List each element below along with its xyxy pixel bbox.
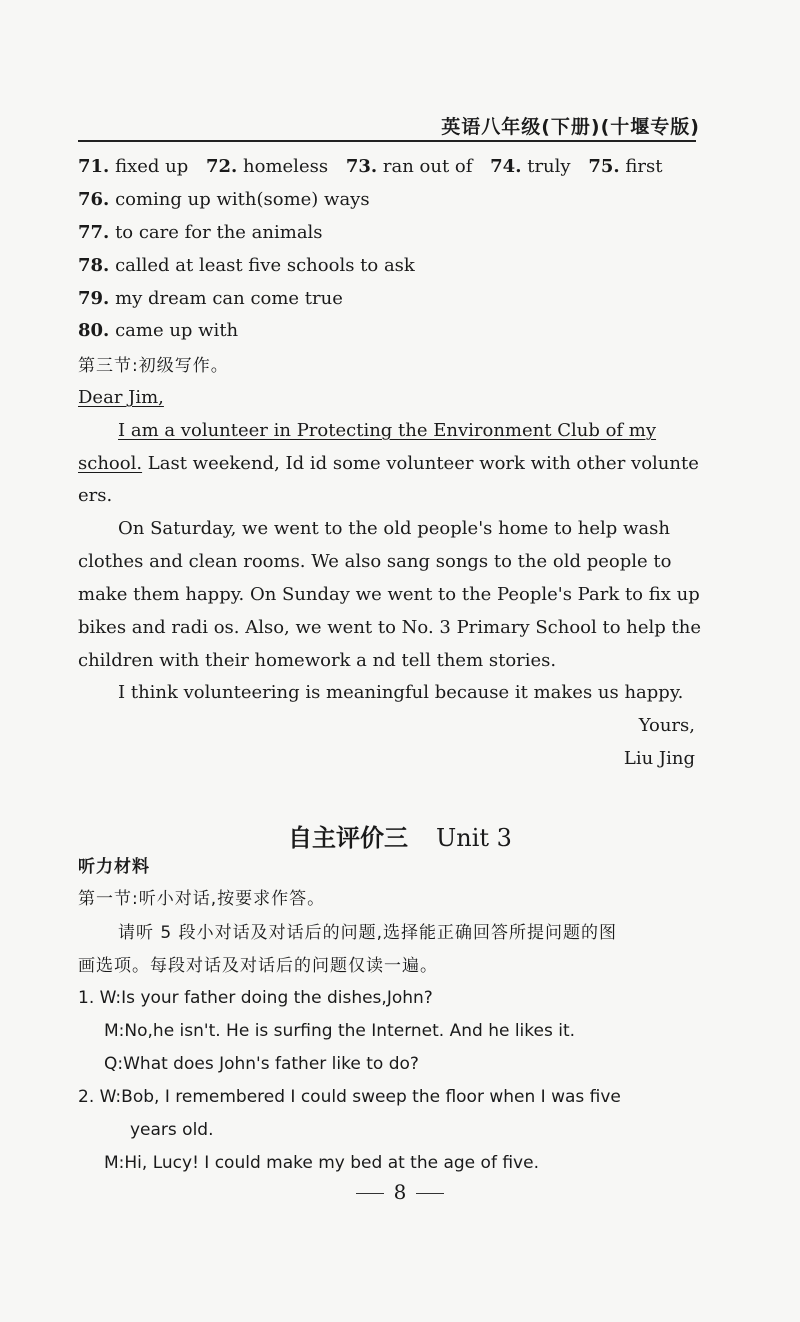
letter-fragment: school. [78,453,143,474]
answer-number: 71. [78,156,110,177]
answer-79 [78,288,343,310]
answer-number: 75. [588,156,620,177]
answer-number: 72. [205,156,238,177]
answer-number: 77. [78,222,110,243]
answer-number: 74. [490,156,522,177]
letter-line: make them happy. On Sunday we went to the People's Park to fix up [78,584,700,605]
letter-line: On Saturday, we went to the old people's home to help wash [118,518,670,539]
dialog-1-question: Q:What does John's father like to do? [104,1054,419,1074]
answer-text: ran out of [382,156,473,177]
answer-76 [78,189,370,211]
answer-text: my dream can come true [115,288,343,309]
footer-dash [356,1193,384,1194]
letter-line: bikes and radi os. Also, we went to No. 3 Primary School to help the [78,617,702,638]
answer-text: homeless [243,156,329,177]
letter-line: ers. [78,485,113,506]
dialog-1-woman: 1. W:Is your father doing the dishes,John? [78,988,433,1008]
answer-text: called at least five schools to ask [115,255,415,276]
answer-number: 80. [78,320,110,341]
dialog-2-man: M:Hi, Lucy! I could make my bed at the age of five. [104,1153,539,1173]
answer-80 [78,320,238,342]
dialog-2-woman-cont: years old. [130,1120,214,1140]
answer-number: 76. [78,189,110,210]
answer-number: 78. [78,255,110,276]
section-title-text: 自主评价三 [288,824,409,852]
letter-fragment: Last weekend, Id id some volunteer work with other volunte [142,453,699,474]
answer-text: to care for the animals [115,222,323,243]
answer-text: came up with [115,320,239,341]
page-footer [0,1180,800,1204]
letter-line: clothes and clean rooms. We also sang songs to the old people to [78,551,672,572]
answer-78 [78,255,415,277]
instructions-line: 画选项。每段对话及对话后的问题仅读一遍。 [78,956,438,976]
answer-text: truly [527,156,571,177]
section-unit: Unit 3 [436,824,512,852]
section-title [0,818,800,853]
letter-line [78,453,699,475]
running-header: 英语八年级(下册)(十堰专版) [441,116,700,138]
letter-signature: Liu Jing [623,748,695,769]
listening-part1-label: 第一节:听小对话,按要求作答。 [78,889,326,909]
header-rule [78,140,696,142]
answer-text: first [625,156,663,177]
answer-number: 79. [78,288,110,309]
letter-line: I am a volunteer in Protecting the Environment Club of my [118,420,657,441]
writing-section-label: 第三节:初级写作。 [78,356,229,376]
page-number: 8 [393,1180,407,1204]
dialog-2-woman: 2. W:Bob, I remembered I could sweep the floor when I was five [78,1087,621,1107]
listening-heading: 听力材料 [78,857,150,877]
dialog-1-man: M:No,he isn't. He is surfing the Internet. And he likes it. [104,1021,576,1041]
answer-text: coming up with(some) ways [115,189,370,210]
instructions-line: 请听 5 段小对话及对话后的问题,选择能正确回答所提问题的图 [118,923,618,943]
footer-dash [416,1193,444,1194]
answer-text: fixed up [115,156,189,177]
letter-line: I think volunteering is meaningful because it makes us happy. [118,682,684,703]
letter-line: children with their homework a nd tell them stories. [78,650,557,671]
answer-number: 73. [345,156,378,177]
answers-row-71-75 [78,156,662,178]
letter-closing: Yours, [638,715,695,736]
letter-salutation: Dear Jim, [78,387,164,408]
answer-77 [78,222,323,244]
